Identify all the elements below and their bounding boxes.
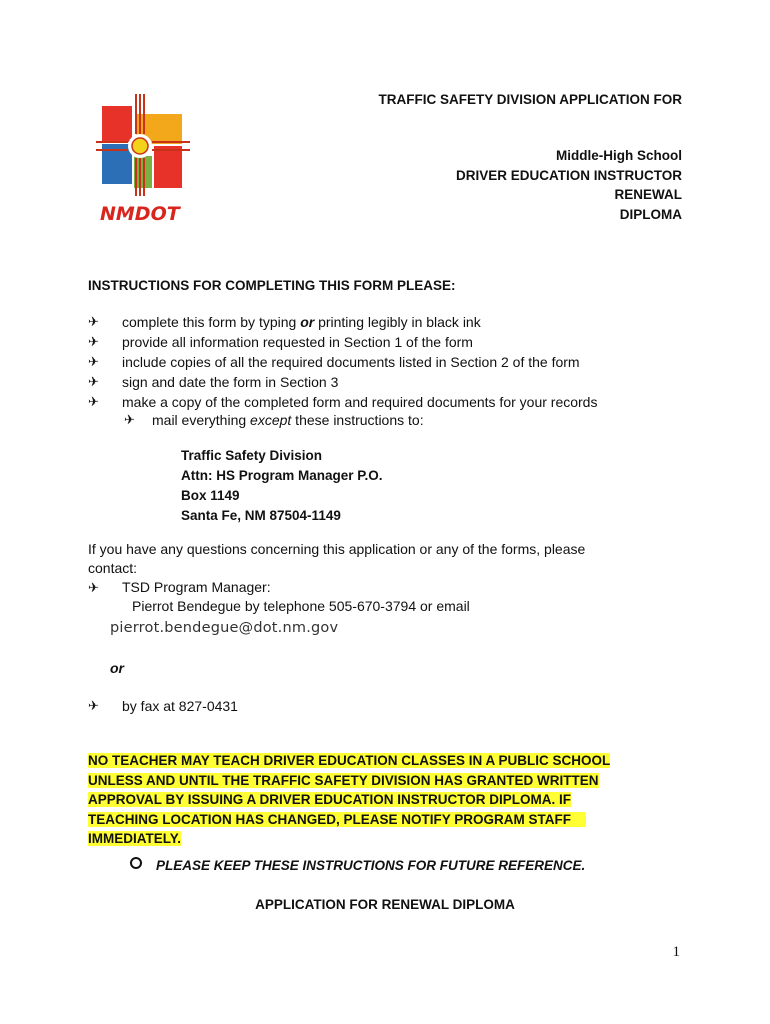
address-line: Attn: HS Program Manager P.O. (181, 468, 383, 483)
list-item: ✈ sign and date the form in Section 3 (88, 374, 339, 390)
header-line-instructor: DRIVER EDUCATION INSTRUCTOR (455, 167, 682, 183)
mailing-address (181, 446, 383, 526)
warning-notice: NO TEACHER MAY TEACH DRIVER EDUCATION CLASSES IN A PUBLIC SCHOOL UNLESS AND UNTIL THE TRAFFIC SAFETY DIVISION HAS GRANTED WRITTEN APPROVAL BY ISSUING A DRIVER EDUCATION INSTRUCTOR DIPLOMA. IF TEACHING LOCATION HAS CHANGED, PLEASE NOTIFY PROGRAM STAFF IMMEDIATELY. (88, 753, 611, 846)
header-line-renewal: RENEWAL (614, 187, 682, 202)
airplane-icon: ✈ (124, 412, 135, 427)
header-line-school: Middle-High School (556, 148, 682, 163)
application-title: APPLICATION FOR RENEWAL DIPLOMA (255, 897, 515, 912)
contact-detail: Pierrot Bendegue by telephone 505-670-3794 or email (132, 598, 470, 614)
header-line-diploma: DIPLOMA (619, 206, 682, 222)
list-item: ✈ complete this form by typing or printing legibly in black ink (88, 314, 481, 330)
airplane-icon: ✈ (88, 334, 99, 349)
airplane-icon: ✈ (88, 698, 99, 713)
header-lines (456, 146, 682, 224)
list-item: ✈ make a copy of the completed form and required documents for your records (88, 394, 598, 410)
instructions-list (88, 312, 597, 412)
header-title: TRAFFIC SAFETY DIVISION APPLICATION FOR (378, 92, 682, 107)
list-item: ✈ include copies of all the required documents listed in Section 2 of the form (88, 354, 580, 370)
airplane-icon: ✈ (88, 580, 99, 595)
address-line: Santa Fe, NM 87504-1149 (181, 508, 341, 523)
circle-bullet-icon (130, 857, 142, 869)
instructions-heading: INSTRUCTIONS FOR COMPLETING THIS FORM PLEASE: (88, 278, 456, 293)
airplane-icon: ✈ (88, 374, 99, 389)
airplane-icon: ✈ (88, 314, 99, 329)
list-item: ✈ by fax at 827-0431 (88, 698, 238, 714)
contact-paragraph: If you have any questions concerning this application or any of the forms, please contact: ✈ TSD Program Manager: Pierrot Bendegue by telephone 505-670-3794 or email (88, 540, 648, 616)
nmdot-logo-text: NMDOT (100, 203, 180, 225)
list-item: ✈ provide all information requested in Section 1 of the form (88, 334, 473, 350)
airplane-icon: ✈ (88, 354, 99, 369)
list-item: ✈ TSD Program Manager: (88, 579, 271, 595)
email-link[interactable]: pierrot.bendegue@dot.nm.gov (110, 620, 339, 636)
or-label: or (110, 660, 124, 676)
nmdot-logo (96, 92, 192, 226)
instructions-sublist (124, 410, 424, 430)
address-line: Box 1149 (181, 488, 240, 503)
address-line: Traffic Safety Division (181, 448, 323, 463)
airplane-icon: ✈ (88, 394, 99, 409)
page-number: 1 (672, 944, 680, 960)
keep-note: PLEASE KEEP THESE INSTRUCTIONS FOR FUTURE REFERENCE. (130, 857, 585, 873)
list-item: ✈ mail everything except these instructions to: (124, 412, 424, 428)
